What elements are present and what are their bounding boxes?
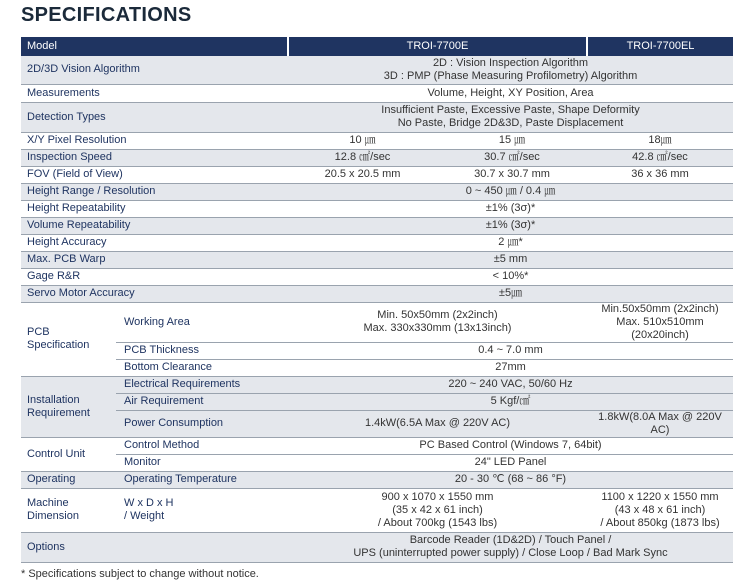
row-value: [288, 532, 733, 562]
row-value: 1.8kW(8.0A Max @ 220V AC): [587, 410, 733, 437]
table-row: [21, 200, 733, 217]
row-value: 18㎛: [587, 132, 733, 149]
row-value: 2 ㎛*: [288, 234, 733, 251]
table-row: [21, 102, 733, 132]
group-label-installation: Installation Requirement: [21, 376, 116, 437]
table-row: [21, 268, 733, 285]
row-value: 27mm: [288, 359, 733, 376]
row-value: [288, 102, 733, 132]
row-value: [587, 488, 733, 532]
table-row: [21, 342, 733, 359]
header-model-e: TROI-7700E: [288, 37, 587, 56]
row-value: 5 Kgf/㎠: [288, 393, 733, 410]
row-label: Inspection Speed: [21, 149, 288, 166]
footnote: * Specifications subject to change without notice.: [21, 568, 259, 580]
row-label: Height Repeatability: [21, 200, 288, 217]
row-label: Volume Repeatability: [21, 217, 288, 234]
row-label: Operating Temperature: [116, 471, 288, 488]
value-line: 900 x 1070 x 1550 mm: [381, 490, 494, 503]
value-line: (43 x 48 x 61 inch): [614, 503, 706, 516]
row-label: Height Range / Resolution: [21, 183, 288, 200]
row-value: 36 x 36 mm: [587, 166, 733, 183]
value-line: / About 700kg (1543 lbs): [377, 516, 498, 529]
table-row: [21, 376, 733, 393]
row-value: 30.7 x 30.7 mm: [437, 166, 587, 183]
table-row: [21, 166, 733, 183]
value-line: 3D : PMP (Phase Measuring Profilometry) Algorithm: [383, 69, 638, 82]
row-label: Monitor: [116, 454, 288, 471]
value-line: Min. 50x50mm (2x2inch): [377, 309, 498, 321]
label-line: W x D x H: [124, 497, 174, 509]
row-value: [288, 56, 733, 84]
table-row: [21, 488, 733, 532]
row-label: Control Method: [116, 437, 288, 454]
row-value: 15 ㎛: [437, 132, 587, 149]
value-line: Barcode Reader (1D&2D) / Touch Panel /: [409, 534, 612, 546]
row-value: PC Based Control (Windows 7, 64bit): [288, 437, 733, 454]
row-value: ±1% (3σ)*: [288, 200, 733, 217]
row-value: ±5 mm: [288, 251, 733, 268]
row-label: Options: [21, 532, 288, 562]
value-line: / About 850kg (1873 lbs): [600, 516, 720, 529]
header-model-label: Model: [21, 37, 288, 56]
row-value: 24" LED Panel: [288, 454, 733, 471]
row-label: [116, 488, 288, 532]
group-label-machine: Machine Dimension: [21, 488, 116, 532]
table-row: [21, 183, 733, 200]
header-model-el: TROI-7700EL: [587, 37, 733, 56]
table-row: [21, 132, 733, 149]
table-row: [21, 84, 733, 102]
row-label: Height Accuracy: [21, 234, 288, 251]
row-value: Volume, Height, XY Position, Area: [288, 84, 733, 102]
table-row: [21, 393, 733, 410]
group-label-operating: Operating: [21, 471, 116, 488]
row-value: 12.8 ㎠/sec: [288, 149, 437, 166]
row-value: ±1% (3σ)*: [288, 217, 733, 234]
row-value: 42.8 ㎠/sec: [587, 149, 733, 166]
table-row: [21, 285, 733, 302]
value-line: (35 x 42 x 61 inch): [392, 503, 483, 516]
value-line: 1100 x 1220 x 1550 mm: [601, 490, 719, 503]
row-value: ±5㎛: [288, 285, 733, 302]
row-value: < 10%*: [288, 268, 733, 285]
table-row: [21, 234, 733, 251]
page-title: SPECIFICATIONS: [21, 4, 192, 26]
value-line: Max. 330x330mm (13x13inch): [363, 322, 512, 334]
table-row: [21, 302, 733, 342]
label-line: / Weight: [124, 510, 165, 522]
row-label: PCB Thickness: [116, 342, 288, 359]
row-label: X/Y Pixel Resolution: [21, 132, 288, 149]
table-row: [21, 56, 733, 84]
value-line: No Paste, Bridge 2D&3D, Paste Displacement: [397, 117, 624, 129]
row-label: Gage R&R: [21, 268, 288, 285]
table-row: [21, 410, 733, 437]
table-row: [21, 437, 733, 454]
table-row: [21, 454, 733, 471]
table-row: [21, 149, 733, 166]
value-line: Insufficient Paste, Excessive Paste, Shape Deformity: [381, 104, 640, 116]
row-label: Electrical Requirements: [116, 376, 288, 393]
value-line: Max. 510x510mm (20x20inch): [616, 315, 704, 341]
table-header-row: [21, 37, 733, 56]
row-label: FOV (Field of View): [21, 166, 288, 183]
row-value: [288, 302, 587, 342]
row-value: 1.4kW(6.5A Max @ 220V AC): [288, 410, 587, 437]
table-row: [21, 532, 733, 562]
row-value: 0.4 ~ 7.0 mm: [288, 342, 733, 359]
table-row: [21, 471, 733, 488]
row-label: Working Area: [116, 302, 288, 342]
value-line: 2D : Vision Inspection Algorithm: [432, 56, 589, 69]
value-line: Min.50x50mm (2x2inch): [601, 302, 719, 315]
row-label: 2D/3D Vision Algorithm: [21, 56, 288, 84]
table-row: [21, 251, 733, 268]
row-label: Power Consumption: [116, 410, 288, 437]
group-label-control: Control Unit: [21, 437, 116, 471]
row-value: 20 - 30 ℃ (68 ~ 86 °F): [288, 471, 733, 488]
group-label-pcb: PCB Specification: [21, 302, 116, 376]
row-label: Air Requirement: [116, 393, 288, 410]
row-value: 20.5 x 20.5 mm: [288, 166, 437, 183]
specifications-table: [21, 37, 733, 563]
row-label: Bottom Clearance: [116, 359, 288, 376]
row-value: [288, 488, 587, 532]
row-label: Max. PCB Warp: [21, 251, 288, 268]
row-value: 10 ㎛: [288, 132, 437, 149]
row-label: Detection Types: [21, 102, 288, 132]
row-value: 220 ~ 240 VAC, 50/60 Hz: [288, 376, 733, 393]
row-value: 0 ~ 450 ㎛ / 0.4 ㎛: [288, 183, 733, 200]
table-row: [21, 359, 733, 376]
row-label: Servo Motor Accuracy: [21, 285, 288, 302]
row-label: Measurements: [21, 84, 288, 102]
table-row: [21, 217, 733, 234]
value-line: UPS (uninterrupted power supply) / Close Loop / Bad Mark Sync: [353, 547, 668, 559]
row-value: 30.7 ㎠/sec: [437, 149, 587, 166]
row-value: [587, 302, 733, 342]
